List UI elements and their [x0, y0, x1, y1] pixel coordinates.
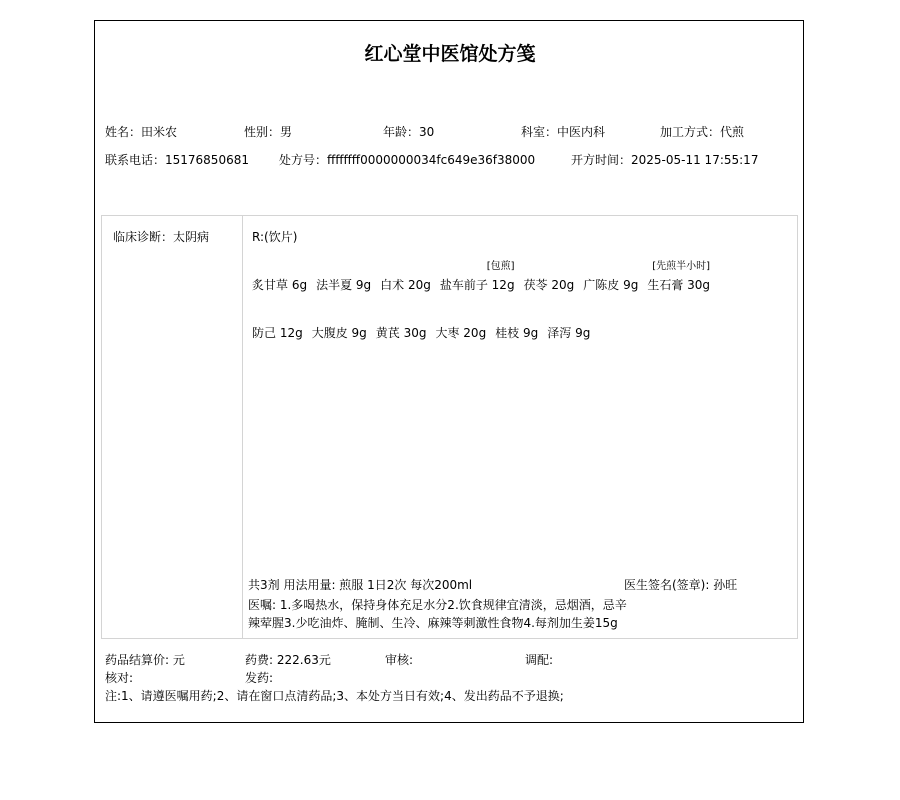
herb-item: [435, 324, 486, 341]
herb-dose: 白术 20g: [380, 278, 431, 292]
herb-dose: 盐车前子 12g: [439, 278, 515, 292]
herb-item: [312, 324, 367, 341]
prescription-time: 开方时间：2025-05-11 17:55:17: [571, 153, 759, 167]
check-field: 核对:: [105, 671, 134, 685]
herb-item: [380, 276, 431, 293]
patient-age: 年龄：30: [383, 125, 435, 139]
herb-dose: 防己 12g: [252, 326, 303, 340]
herb-dose: 泽泻 9g: [547, 326, 591, 340]
herb-row-2: [252, 324, 599, 341]
issue-field: 发药:: [245, 671, 274, 685]
herb-dose: 广陈皮 9g: [583, 278, 639, 292]
herb-item: [524, 276, 575, 293]
herb-row-1: [252, 261, 719, 293]
herb-item: [439, 261, 515, 293]
doctor-signature: 医生签名(签章): 孙旺: [624, 578, 738, 592]
usage-dosage: 共3剂 用法用量: 煎服 1日2次 每次200ml: [248, 578, 473, 592]
herb-item: [547, 324, 590, 341]
herb-item: [316, 276, 371, 293]
herb-dose: 大腹皮 9g: [311, 326, 367, 340]
dispense-field: 调配:: [525, 653, 554, 667]
drug-fee: 药费: 222.63元: [245, 653, 331, 667]
footer-note: 注:1、请遵医嘱用药;2、请在窗口点清药品;3、本处方当日有效;4、发出药品不予退换;: [105, 689, 564, 703]
prescription-number: 处方号：ffffffff0000000034fc649e36f38000: [279, 153, 536, 167]
herb-item: [583, 276, 638, 293]
herb-dose: 大枣 20g: [435, 326, 487, 340]
rx-header: R:(饮片): [252, 230, 298, 244]
prescription-body: [101, 215, 798, 639]
column-divider: [242, 216, 243, 638]
review-field: 审核:: [385, 653, 414, 667]
herb-item: [252, 324, 303, 341]
herb-item: [647, 261, 711, 293]
patient-gender: 性别：男: [244, 125, 293, 139]
contact-phone: 联系电话：15176850681: [105, 153, 249, 167]
settlement-price: 药品结算价: 元: [105, 653, 185, 667]
medical-advice: 医嘱: 1.多喝热水，保持身体充足水分2.饮食规律宜清淡，忌烟酒，忌辛辣荤腥3.少吃油炸、腌制、生冷、麻辣等刺激性食物4.每剂加生姜15g: [248, 598, 627, 630]
herb-preparation-note: [包煎]: [486, 261, 515, 272]
herb-item: [376, 324, 427, 341]
herb-item: [252, 276, 307, 293]
herb-dose: 生石膏 30g: [647, 278, 711, 292]
herb-dose: 黄芪 30g: [375, 326, 427, 340]
herb-dose: 茯苓 20g: [523, 278, 575, 292]
herb-dose: 炙甘草 6g: [252, 278, 308, 292]
herb-dose: 法半夏 9g: [316, 278, 372, 292]
prescription-title: 红心堂中医馆处方笺: [364, 43, 536, 65]
department: 科室：中医内科: [521, 125, 606, 139]
prescription-form: [94, 20, 804, 723]
herb-preparation-note: [先煎半小时]: [652, 261, 711, 272]
herb-dose: 桂枝 9g: [495, 326, 539, 340]
clinical-diagnosis: 临床诊断：太阴病: [113, 230, 210, 244]
patient-name: 姓名：田米农: [105, 125, 178, 139]
processing-method: 加工方式：代煎: [660, 125, 745, 139]
herb-item: [495, 324, 538, 341]
